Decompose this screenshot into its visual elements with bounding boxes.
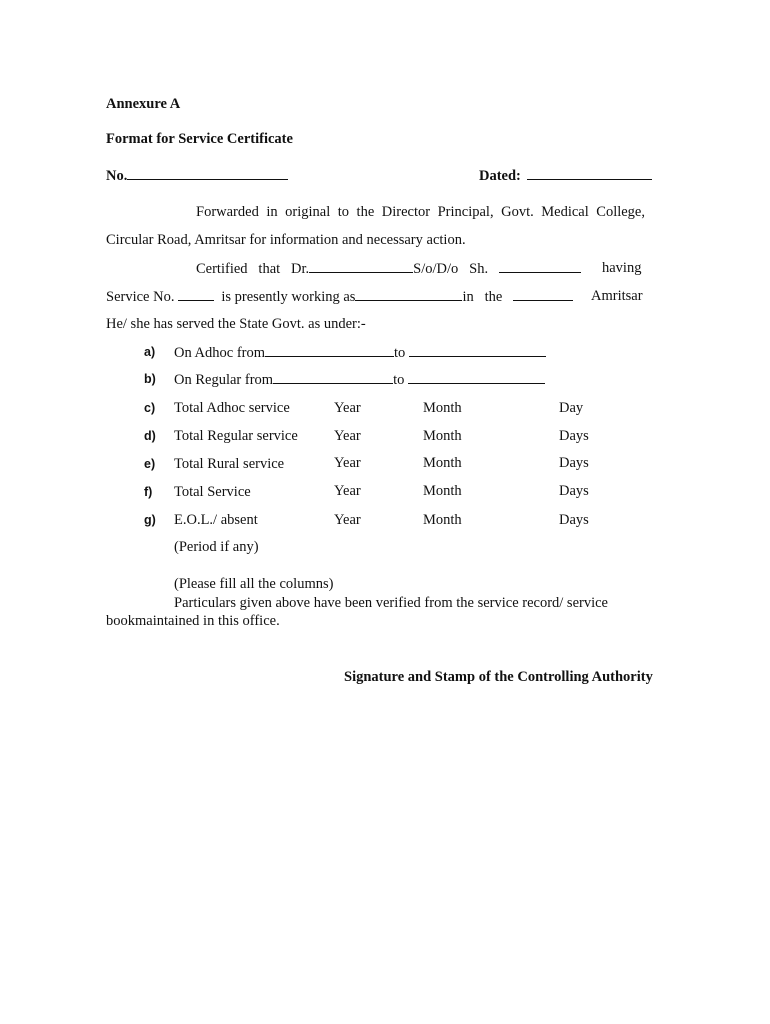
day-label: Days <box>559 455 589 471</box>
adhoc-from-blank[interactable] <box>265 343 394 357</box>
item-label: c) <box>144 401 156 415</box>
service-row-text: Total Service <box>174 484 251 500</box>
adhoc-from-label: On Adhoc from <box>174 345 266 361</box>
the-word: the <box>484 289 503 305</box>
having-word: having <box>602 260 642 276</box>
dated-blank[interactable] <box>527 166 652 180</box>
certified-line <box>196 259 581 278</box>
day-label: Day <box>559 400 584 416</box>
regular-from-label: On Regular from <box>174 372 274 388</box>
day-label: Days <box>559 512 589 528</box>
working-as-label: is presently working as <box>221 289 356 305</box>
item-label: d) <box>144 429 156 443</box>
number-label: No. <box>106 168 128 184</box>
that-word: that <box>258 261 281 277</box>
forwarded-line-1: Forwarded in original to the Director Principal, Govt. Medical College, <box>196 204 645 220</box>
month-label: Month <box>423 455 462 471</box>
service-row-text: Total Adhoc service <box>174 400 290 416</box>
served-statement: He/ she has served the State Govt. as under:- <box>106 316 366 332</box>
number-blank[interactable] <box>127 166 288 180</box>
month-label: Month <box>423 483 462 499</box>
service-row-text: Total Regular service <box>174 428 298 444</box>
year-label: Year <box>334 512 361 528</box>
month-label: Month <box>423 400 462 416</box>
relation-label: S/o/D/o <box>413 261 459 277</box>
day-label: Days <box>559 483 589 499</box>
dr-label: Dr. <box>291 261 310 277</box>
service-number-line <box>106 287 573 306</box>
annexure-heading: Annexure A <box>106 96 181 112</box>
service-row-text: E.O.L./ absent <box>174 512 258 528</box>
place-word: Amritsar <box>591 288 643 304</box>
service-no-label: Service No. <box>106 289 175 305</box>
dated-field-row <box>479 166 652 185</box>
page-title: Format for Service Certificate <box>106 131 293 147</box>
regular-to-label: to <box>393 372 405 388</box>
verification-line-2: bookmaintained in this office. <box>106 613 280 629</box>
doctor-name-blank[interactable] <box>309 259 413 273</box>
institution-blank[interactable] <box>513 287 573 301</box>
regular-period-row <box>174 370 545 389</box>
number-field-row <box>106 166 288 185</box>
year-label: Year <box>334 400 361 416</box>
sh-label: Sh. <box>469 261 489 277</box>
adhoc-period-row <box>174 343 546 362</box>
adhoc-to-blank[interactable] <box>409 343 546 357</box>
item-label: g) <box>144 513 156 527</box>
adhoc-to-label: to <box>394 345 406 361</box>
month-label: Month <box>423 428 462 444</box>
service-no-blank[interactable] <box>178 287 214 301</box>
day-label: Days <box>559 428 589 444</box>
signature-line: Signature and Stamp of the Controlling Authority <box>344 669 653 685</box>
item-label: a) <box>144 345 156 359</box>
item-label: e) <box>144 457 156 471</box>
forwarded-line-2: Circular Road, Amritsar for information and necessary action. <box>106 232 466 248</box>
service-row-text: Total Rural service <box>174 456 285 472</box>
certified-word: Certified <box>196 261 248 277</box>
fill-note: (Please fill all the columns) <box>174 576 334 592</box>
in-word: in <box>462 289 474 305</box>
verification-line-1: Particulars given above have been verified from the service record/ service <box>174 595 608 611</box>
item-label: f) <box>144 485 153 499</box>
designation-blank[interactable] <box>355 287 462 301</box>
regular-from-blank[interactable] <box>273 370 393 384</box>
parent-name-blank[interactable] <box>499 259 581 273</box>
year-label: Year <box>334 428 361 444</box>
dated-label: Dated: <box>479 168 521 184</box>
month-label: Month <box>423 512 462 528</box>
regular-to-blank[interactable] <box>408 370 545 384</box>
year-label: Year <box>334 455 361 471</box>
period-note: (Period if any) <box>174 539 259 555</box>
item-label: b) <box>144 372 156 386</box>
year-label: Year <box>334 483 361 499</box>
